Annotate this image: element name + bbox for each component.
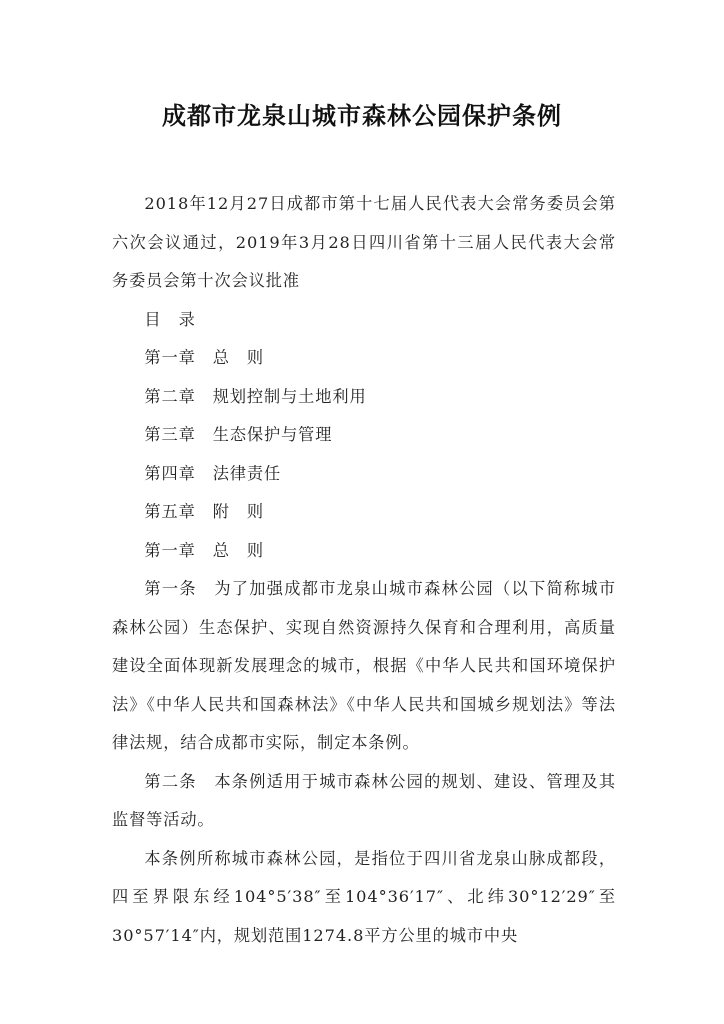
toc-item: 第二章 规划控制与土地利用: [144, 386, 367, 406]
adoption-note: 2018年12月27日成都市第十七届人民代表大会常务委员会第六次会议通过，2019年3月28日四川省第十三届人民代表大会常务委员会第十次会议批准: [112, 194, 616, 290]
article-2: 第二条 本条例适用于城市森林公园的规划、建设、管理及其监督等活动。: [112, 771, 616, 829]
toc-item: 第一章 总 则: [144, 348, 265, 367]
toc-heading: 目 录: [144, 309, 196, 329]
article-1: 第一条 为了加强成都市龙泉山城市森林公园（以下简称城市森林公园）生态保护、实现自然资源持久保育和合理利用，高质量建设全面体现新发展理念的城市，根据《中华人民共和国环境保护法》《中华人民共和国森林法》《中华人民共和国城乡规划法》等法律法规，结合成都市实际，制定本条例。: [112, 579, 616, 752]
chapter-heading: 第一章 总 则: [144, 540, 265, 560]
document-title: 成都市龙泉山城市森林公园保护条例: [162, 101, 562, 130]
toc-item: 第四章 法律责任: [144, 463, 282, 483]
document-body: [112, 185, 616, 955]
article-2-paragraph-2: 本条例所称城市森林公园，是指位于四川省龙泉山脉成都段，四至界限东经104°5′38″至104°36′17″、北纬30°12′29″至30°57′14″内，规划范围1274.8平方公里的城市中央: [112, 848, 616, 945]
toc-item: 第五章 附 则: [144, 502, 265, 521]
toc-item: 第三章 生态保护与管理: [144, 425, 333, 444]
